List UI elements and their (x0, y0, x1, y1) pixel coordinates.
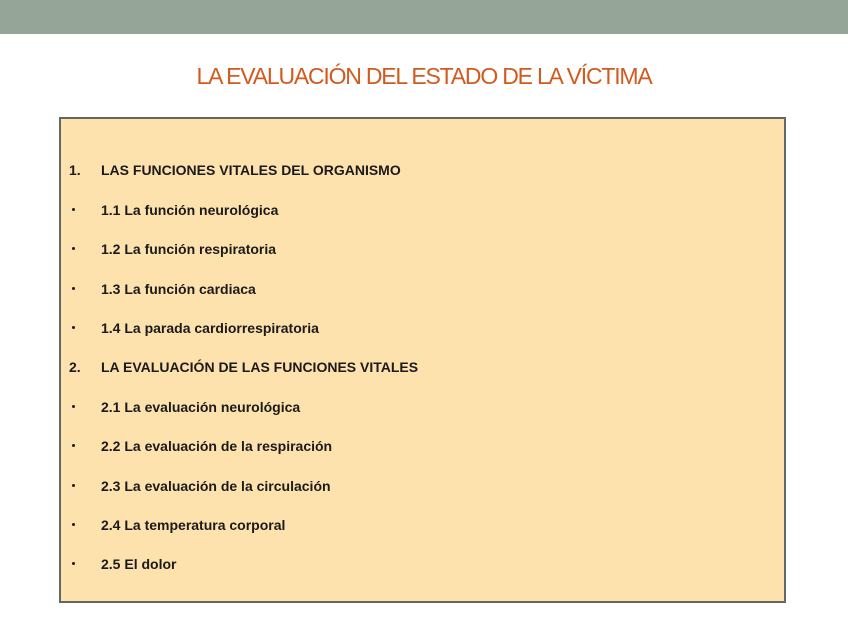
top-bar (0, 0, 848, 34)
outline-item-text: 1.1 La función neurológica (101, 202, 279, 218)
outline-item-2-4 (61, 515, 784, 535)
outline-item-1-2 (61, 239, 784, 259)
outline-item-text: 2.3 La evaluación de la circulación (101, 478, 331, 494)
outline-item-2-3 (61, 476, 784, 496)
content-box (59, 117, 786, 603)
bullet-icon (72, 405, 75, 408)
outline-item-2-1 (61, 397, 784, 417)
outline-item-text: 1.4 La parada cardiorrespiratoria (101, 320, 319, 336)
bullet-icon (72, 444, 75, 447)
list-number: 1. (69, 162, 81, 178)
outline-item-1-4 (61, 318, 784, 338)
slide-title: LA EVALUACIÓN DEL ESTADO DE LA VÍCTIMA (196, 63, 652, 89)
outline-item-text: LA EVALUACIÓN DE LAS FUNCIONES VITALES (101, 359, 419, 375)
bullet-icon (72, 326, 75, 329)
outline-item-2-2 (61, 436, 784, 456)
outline-item-text: 2.2 La evaluación de la respiración (101, 438, 333, 454)
outline-item-text: 1.2 La función respiratoria (101, 241, 277, 257)
outline-item-2-5 (61, 554, 784, 574)
list-number: 2. (69, 359, 81, 375)
outline-item-1-1 (61, 200, 784, 220)
outline-item-text: 1.3 La función cardiaca (101, 281, 256, 297)
outline-item-2 (61, 357, 784, 377)
outline-item-1 (61, 160, 784, 180)
outline-item-text: 2.5 El dolor (101, 556, 177, 572)
outline-item-text: LAS FUNCIONES VITALES DEL ORGANISMO (101, 162, 401, 178)
bullet-icon (72, 562, 75, 565)
outline-item-1-3 (61, 279, 784, 299)
outline-item-text: 2.4 La temperatura corporal (101, 517, 286, 533)
bullet-icon (72, 208, 75, 211)
bullet-icon (72, 484, 75, 487)
bullet-icon (72, 523, 75, 526)
outline-item-text: 2.1 La evaluación neurológica (101, 399, 301, 415)
bullet-icon (72, 247, 75, 250)
bullet-icon (72, 287, 75, 290)
